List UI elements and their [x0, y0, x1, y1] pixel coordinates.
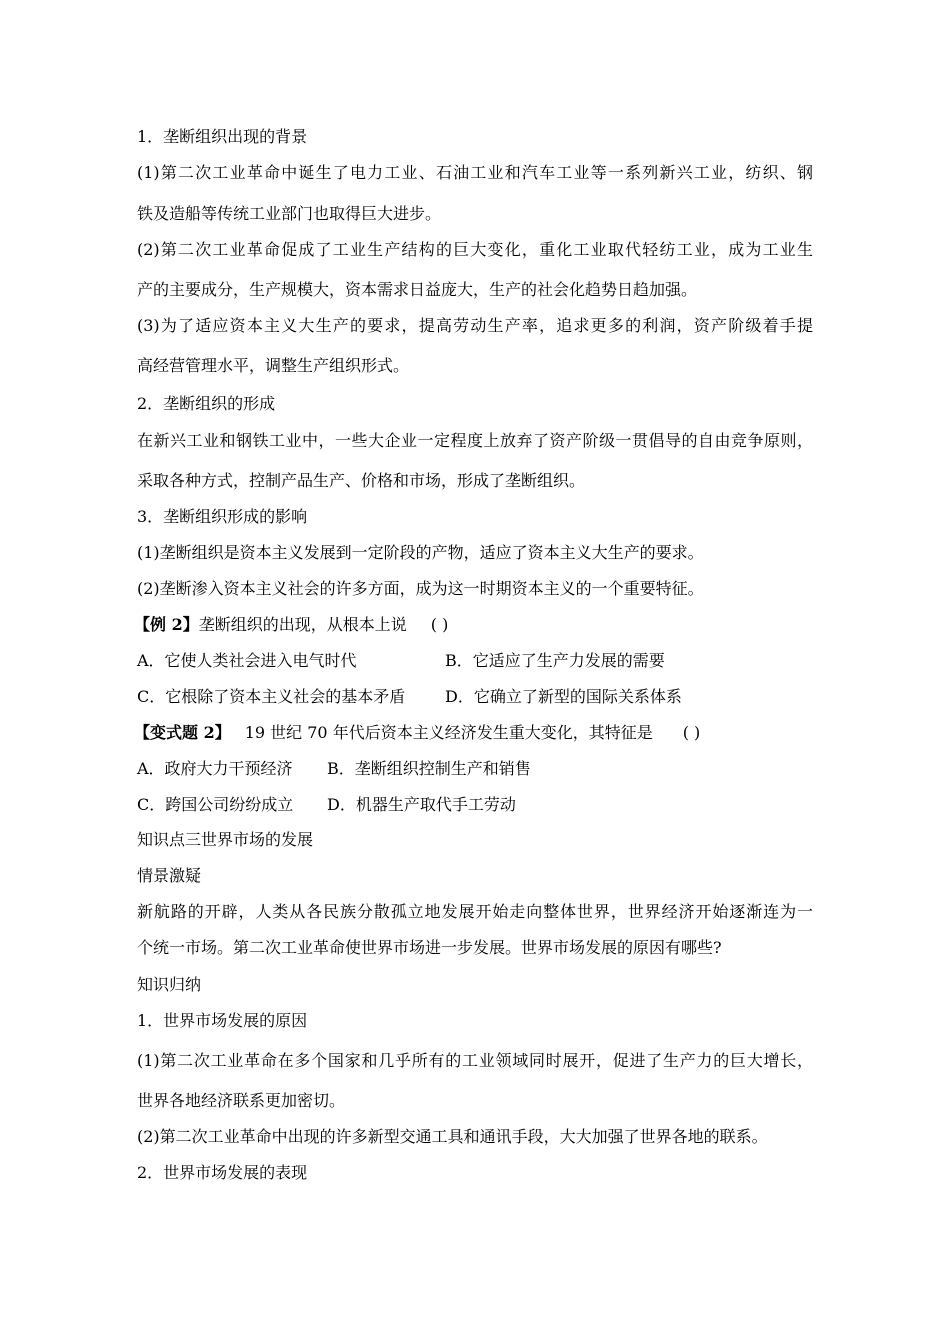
paragraph-line: 铁及造船等传统工业部门也取得巨大进步。	[137, 204, 442, 223]
paragraph-line: 新航路的开辟，人类从各民族分散孤立地发展开始走向整体世界，世界经济开始逐渐连为一	[137, 902, 813, 921]
paragraph-line: (2)第二次工业革命中出现的许多新型交通工具和通讯手段，大大加强了世界各地的联系。	[137, 1127, 768, 1146]
option-c: C．跨国公司纷纷成立	[137, 795, 294, 814]
question-text: 19 世纪 70 年代后资本主义经济发生重大变化，其特征是	[244, 723, 653, 742]
paragraph-line: 产的主要成分，生产规模大，资本需求日益庞大，生产的社会化趋势日趋加强。	[137, 280, 698, 299]
option-a: A．政府大力干预经济	[137, 759, 293, 778]
variant-label: 【变式题 2】	[134, 723, 231, 742]
option-b: B．它适应了生产力发展的需要	[445, 651, 665, 670]
paragraph-line: (1)第二次工业革命在多个国家和几乎所有的工业领域同时展开，促进了生产力的巨大增长，	[137, 1051, 813, 1070]
heading: 1．世界市场发展的原因	[137, 1011, 308, 1030]
heading: 3．垄断组织形成的影响	[137, 507, 308, 526]
variant-2-question	[134, 723, 700, 743]
option-d: D．机器生产取代手工劳动	[327, 795, 516, 814]
option-a: A．它使人类社会进入电气时代	[137, 651, 357, 670]
paragraph-line: 世界各地经济联系更加密切。	[137, 1091, 346, 1110]
section-heading: 知识点三世界市场的发展	[137, 830, 314, 849]
paragraph-line: (2)垄断渗入资本主义社会的许多方面，成为这一时期资本主义的一个重要特征。	[137, 579, 704, 598]
subheading: 情景激疑	[137, 866, 202, 885]
paragraph-line: (3)为了适应资本主义大生产的要求，提高劳动生产率，追求更多的利润，资产阶级着手提	[137, 316, 813, 335]
option-b: B．垄断组织控制生产和销售	[327, 759, 531, 778]
answer-blank: ( )	[682, 723, 701, 742]
paragraph-line: (1)垄断组织是资本主义发展到一定阶段的产物，适应了资本主义大生产的要求。	[137, 543, 704, 562]
heading: 1．垄断组织出现的背景	[137, 127, 308, 146]
subheading: 知识归纳	[137, 975, 202, 994]
option-c: C．它根除了资本主义社会的基本矛盾	[137, 687, 406, 706]
paragraph-line: 在新兴工业和钢铁工业中，一些大企业一定程度上放弃了资产阶级一贯倡导的自由竞争原则，	[137, 431, 813, 450]
question-text: 垄断组织的出现，从根本上说	[198, 615, 407, 634]
heading: 2．世界市场发展的表现	[137, 1163, 308, 1182]
paragraph-line: (2)第二次工业革命促成了工业生产结构的巨大变化，重化工业取代轻纺工业，成为工业生	[137, 240, 813, 259]
option-d: D．它确立了新型的国际关系体系	[445, 687, 682, 706]
paragraph-line: 个统一市场。第二次工业革命使世界市场进一步发展。世界市场发展的原因有哪些?	[137, 938, 722, 957]
paragraph-line: 采取各种方式，控制产品生产、价格和市场，形成了垄断组织。	[137, 471, 586, 490]
example-label: 【例 2】	[134, 615, 199, 634]
paragraph-line: 高经营管理水平，调整生产组织形式。	[137, 356, 410, 375]
paragraph-line: (1)第二次工业革命中诞生了电力工业、石油工业和汽车工业等一系列新兴工业，纺织、钢	[137, 163, 813, 182]
answer-blank: ( )	[430, 615, 449, 634]
example-2-question	[134, 615, 448, 635]
heading: 2．垄断组织的形成	[137, 394, 276, 413]
